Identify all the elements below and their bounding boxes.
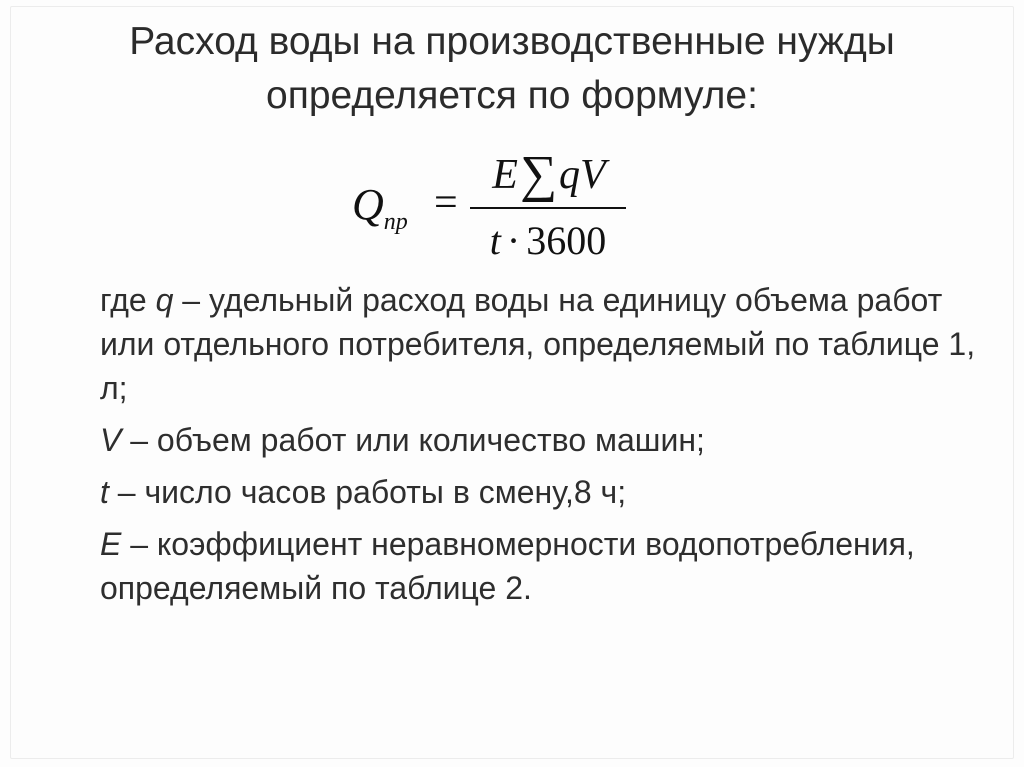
title-line-2: определяется по формуле: bbox=[266, 74, 758, 117]
definition-text: – коэффициент неравномерности водопотребления, определяемый по таблице 2. bbox=[100, 526, 915, 606]
definition-text: – число часов работы в смену,8 ч; bbox=[108, 474, 627, 510]
title-line-1: Расход воды на производственные нужды bbox=[129, 20, 895, 63]
formula-numerator bbox=[474, 146, 624, 203]
formula-equals: = bbox=[434, 180, 458, 226]
definition-q bbox=[100, 278, 980, 410]
formula-fraction-bar bbox=[470, 207, 626, 209]
formula-lhs-subscript: пр bbox=[383, 209, 408, 235]
definition-text: – удельный расход воды на единицу объема работ или отдельного потребителя, определяемый по таблице 1, л; bbox=[100, 282, 976, 406]
formula-lhs bbox=[352, 180, 408, 235]
definition-var: E bbox=[100, 526, 122, 562]
formula-denominator bbox=[470, 217, 626, 265]
definition-var: t bbox=[100, 474, 109, 510]
definition-var: V bbox=[100, 422, 122, 458]
definition-text: – объем работ или количество машин; bbox=[121, 422, 705, 458]
definition-var: q bbox=[155, 282, 174, 318]
definition-E bbox=[100, 522, 980, 610]
definition-prefix: где bbox=[100, 282, 156, 318]
definitions-list bbox=[100, 278, 980, 618]
formula-numerator-E: E bbox=[492, 152, 518, 198]
formula bbox=[352, 145, 642, 275]
formula-lhs-symbol: Q bbox=[352, 180, 384, 229]
definition-V bbox=[100, 418, 980, 462]
formula-denominator-t: t bbox=[489, 218, 501, 263]
formula-numerator-qV: qV bbox=[559, 152, 606, 198]
formula-denominator-value: 3600 bbox=[526, 218, 607, 263]
formula-denominator-dot: · bbox=[506, 218, 521, 263]
definition-t bbox=[100, 470, 980, 514]
sum-icon: ∑ bbox=[519, 146, 558, 203]
